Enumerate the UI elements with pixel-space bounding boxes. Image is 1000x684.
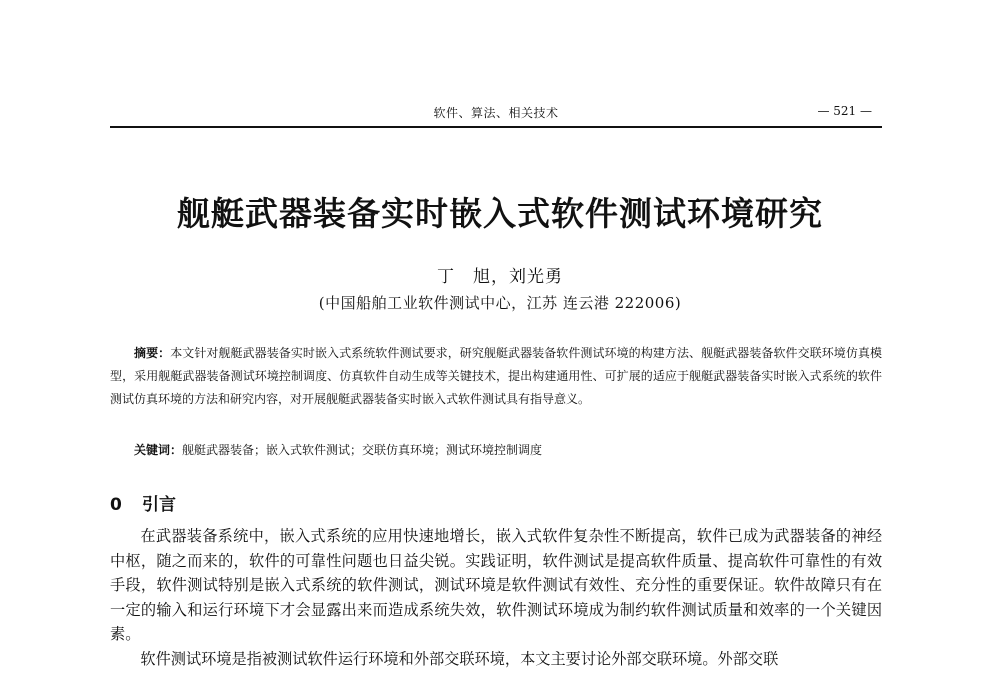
abstract (110, 342, 882, 412)
header-section-title: 软件、算法、相关技术 (433, 106, 559, 120)
paper-title: 舰艇武器装备实时嵌入式软件测试环境研究 (177, 194, 823, 233)
keywords-text: 舰艇武器装备；嵌入式软件测试；交联仿真环境；测试环境控制调度 (182, 443, 543, 457)
header-rule (110, 126, 882, 128)
body-text (110, 524, 882, 672)
paragraph: 软件测试环境是指被测试软件运行环境和外部交联环境，本文主要讨论外部交联环境。外部交联 (140, 649, 779, 668)
page-number: — 521 — (817, 104, 872, 118)
abstract-label: 摘要： (134, 346, 171, 360)
section-title: 引言 (142, 495, 176, 515)
keywords-label: 关键词： (134, 443, 183, 457)
abstract-text: 本文针对舰艇武器装备实时嵌入式系统软件测试要求，研究舰艇武器装备软件测试环境的构建方法、舰艇武器装备软件交联环境仿真模型，采用舰艇武器装备测试环境控制调度、仿真软件自动生成等关键技术，提出构建通用性、可扩展的适应于舰艇武器装备实时嵌入式系统的软件测试仿真环境的方法和研究内容，对开展舰艇武器装备实时嵌入式软件测试具有指导意义。 (110, 346, 882, 407)
section-heading (110, 490, 176, 515)
section-number: 0 (110, 495, 122, 515)
keywords (134, 441, 882, 458)
paragraph: 在武器装备系统中，嵌入式系统的应用快速地增长，嵌入式软件复杂性不断提高，软件已成为武器装备的神经中枢，随之而来的，软件的可靠性问题也日益尖锐。实践证明，软件测试是提高软件质量、提高软件可靠性的有效手段，软件测试特别是嵌入式系统的软件测试，测试环境是软件测试有效性、充分性的重要保证。软件故障只有在一定的输入和运行环境下才会显露出来而造成系统失效，软件测试环境成为制约软件测试质量和效率的一个关键因素。 (110, 527, 882, 644)
affiliation: (中国船舶工业软件测试中心，江苏 连云港 222006) (318, 294, 682, 312)
running-header (110, 104, 882, 126)
authors: 丁 旭，刘光勇 (437, 267, 563, 287)
